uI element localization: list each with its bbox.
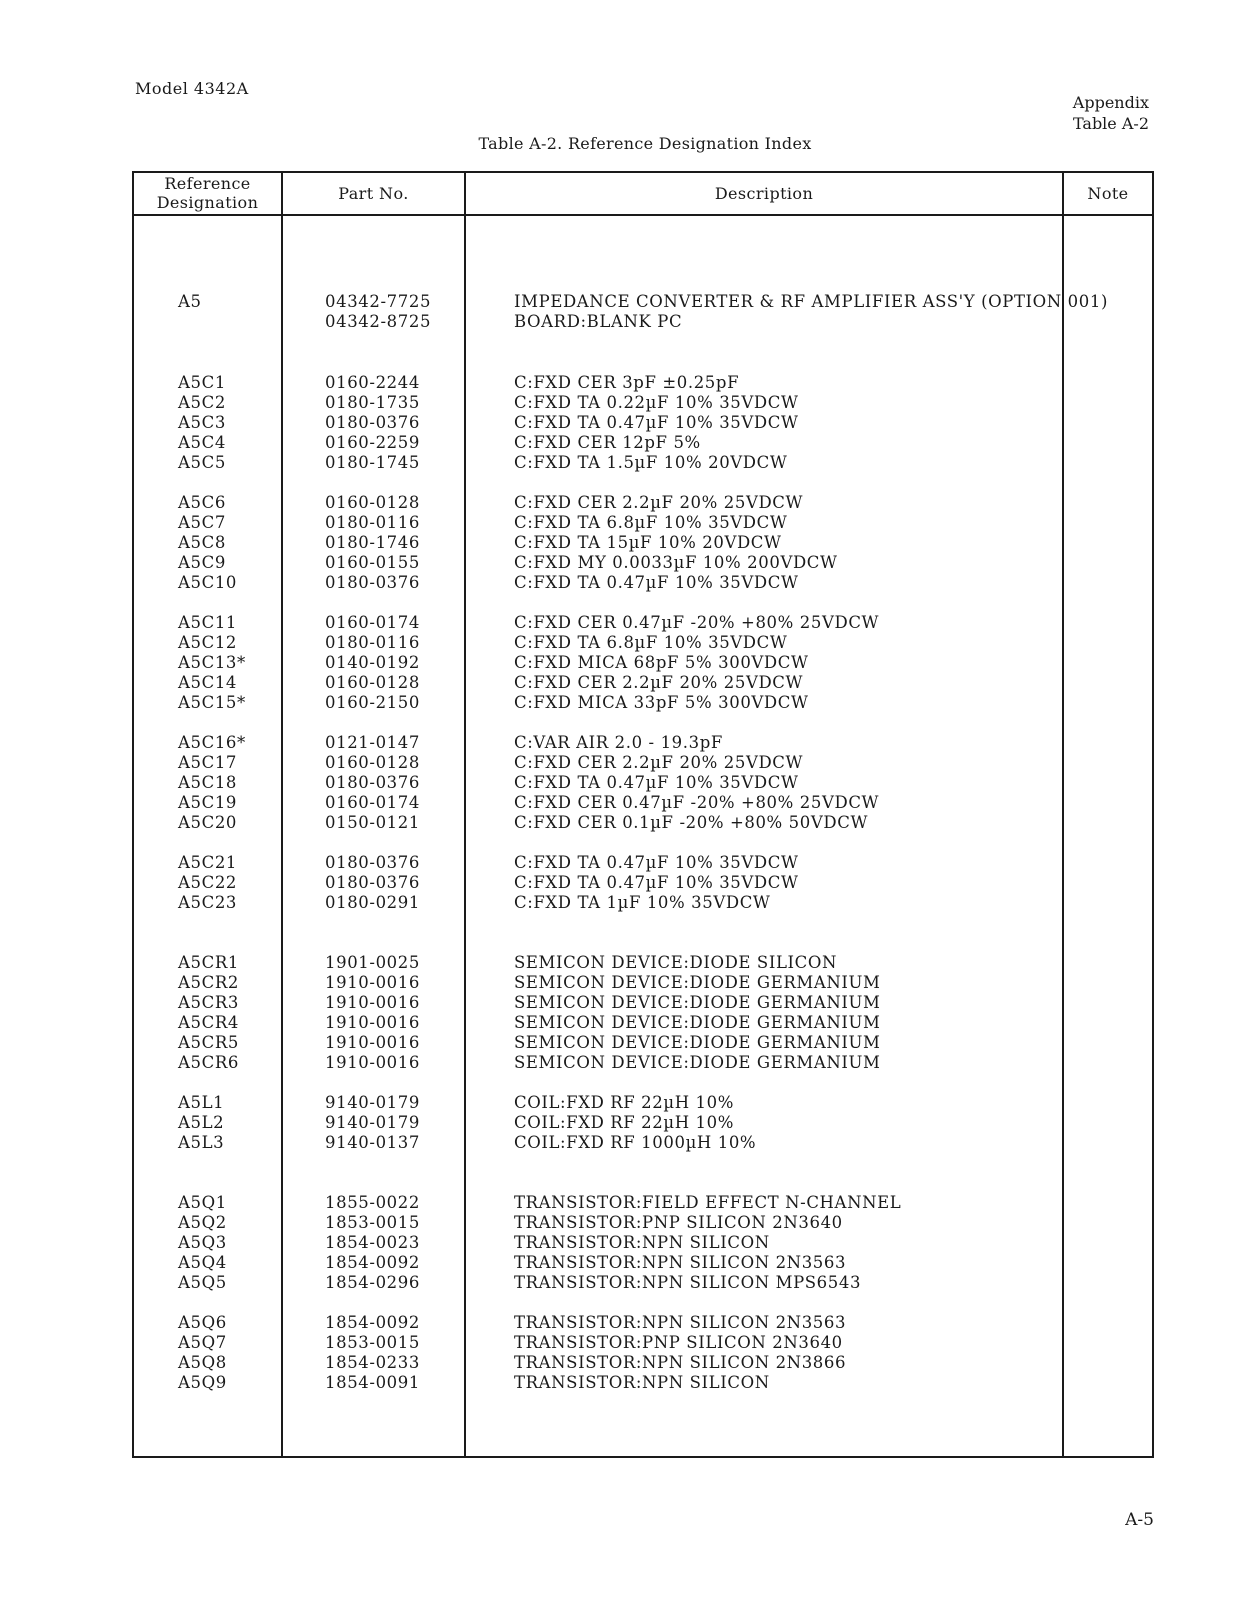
part-cell: 1854-0233 [325, 1353, 420, 1372]
ref-cell: A5 [178, 292, 202, 311]
part-cell: 0160-0128 [325, 753, 420, 772]
table-ref: Table A-2 [1072, 114, 1149, 133]
description-cell: COIL:FXD RF 1000µH 10% [514, 1133, 757, 1152]
ref-cell: A5C1 [178, 373, 226, 392]
header-reference-text: Reference Designation [156, 174, 259, 212]
description-cell: C:FXD TA 6.8µF 10% 35VDCW [514, 633, 788, 652]
description-cell: TRANSISTOR:NPN SILICON [514, 1373, 770, 1392]
description-cell: IMPEDANCE CONVERTER & RF AMPLIFIER ASS'Y (OPTION 001) [514, 292, 1109, 311]
part-cell: 1855-0022 [325, 1193, 420, 1212]
description-cell: TRANSISTOR:NPN SILICON 2N3563 [514, 1253, 847, 1272]
header-reference-designation [134, 172, 281, 214]
description-cell: TRANSISTOR:NPN SILICON [514, 1233, 770, 1252]
ref-cell: A5CR3 [178, 993, 239, 1012]
header-note-text: Note [1087, 183, 1129, 203]
header-note [1064, 172, 1152, 214]
part-cell: 0160-0128 [325, 673, 420, 692]
part-cell: 0160-0174 [325, 613, 420, 632]
ref-cell: A5C10 [178, 573, 238, 592]
description-cell: C:FXD CER 2.2µF 20% 25VDCW [514, 673, 804, 692]
part-cell: 0160-2150 [325, 693, 420, 712]
part-cell: 9140-0179 [325, 1113, 420, 1132]
description-cell: C:FXD TA 0.47µF 10% 35VDCW [514, 773, 799, 792]
part-cell: 0180-1735 [325, 393, 420, 412]
part-cell: 0180-0116 [325, 633, 420, 652]
appendix-title: Appendix [1072, 93, 1149, 112]
description-cell: SEMICON DEVICE:DIODE SILICON [514, 953, 838, 972]
part-cell: 0180-1745 [325, 453, 420, 472]
ref-cell: A5CR5 [178, 1033, 239, 1052]
part-cell: 9140-0137 [325, 1133, 420, 1152]
ref-cell: A5CR4 [178, 1013, 239, 1032]
description-cell: C:FXD TA 15µF 10% 20VDCW [514, 533, 782, 552]
ref-cell: A5Q8 [178, 1353, 227, 1372]
description-cell: C:FXD TA 0.22µF 10% 35VDCW [514, 393, 799, 412]
part-cell: 0160-0128 [325, 493, 420, 512]
part-cell: 1910-0016 [325, 1013, 420, 1032]
ref-cell: A5C19 [178, 793, 238, 812]
ref-cell: A5CR6 [178, 1053, 239, 1072]
description-cell: C:FXD TA 1.5µF 10% 20VDCW [514, 453, 788, 472]
part-cell: 9140-0179 [325, 1093, 420, 1112]
part-cell: 1853-0015 [325, 1213, 420, 1232]
ref-cell: A5Q4 [178, 1253, 227, 1272]
ref-cell: A5C4 [178, 433, 226, 452]
table-title: Table A-2. Reference Designation Index [478, 134, 812, 153]
ref-cell: A5C9 [178, 553, 226, 572]
description-cell: C:FXD TA 0.47µF 10% 35VDCW [514, 873, 799, 892]
description-cell: BOARD:BLANK PC [514, 312, 683, 331]
description-cell: C:FXD MICA 68pF 5% 300VDCW [514, 653, 809, 672]
model-label: Model 4342A [135, 79, 249, 98]
description-cell: C:FXD CER 2.2µF 20% 25VDCW [514, 753, 804, 772]
ref-cell: A5C17 [178, 753, 238, 772]
part-cell: 1910-0016 [325, 1053, 420, 1072]
description-cell: TRANSISTOR:NPN SILICON MPS6543 [514, 1273, 862, 1292]
part-cell: 1901-0025 [325, 953, 420, 972]
ref-cell: A5C20 [178, 813, 238, 832]
header-part-no [283, 172, 464, 214]
part-cell: 0180-0291 [325, 893, 420, 912]
ref-cell: A5Q3 [178, 1233, 227, 1252]
part-cell: 0160-2244 [325, 373, 420, 392]
description-cell: TRANSISTOR:NPN SILICON 2N3866 [514, 1353, 847, 1372]
part-cell: 0160-0155 [325, 553, 420, 572]
ref-cell: A5Q2 [178, 1213, 227, 1232]
ref-cell: A5C7 [178, 513, 226, 532]
description-cell: TRANSISTOR:PNP SILICON 2N3640 [514, 1213, 843, 1232]
part-cell: 04342-8725 [325, 312, 432, 331]
part-cell: 0180-0376 [325, 873, 420, 892]
column-divider-1 [281, 172, 283, 1457]
ref-cell: A5Q1 [178, 1193, 227, 1212]
description-cell: C:FXD MY 0.0033µF 10% 200VDCW [514, 553, 838, 572]
ref-cell: A5L2 [178, 1113, 225, 1132]
ref-cell: A5L3 [178, 1133, 225, 1152]
description-cell: COIL:FXD RF 22µH 10% [514, 1093, 734, 1112]
description-cell: SEMICON DEVICE:DIODE GERMANIUM [514, 1013, 881, 1032]
part-cell: 04342-7725 [325, 292, 432, 311]
part-cell: 1853-0015 [325, 1333, 420, 1352]
part-cell: 0160-0174 [325, 793, 420, 812]
description-cell: TRANSISTOR:FIELD EFFECT N-CHANNEL [514, 1193, 902, 1212]
part-cell: 1910-0016 [325, 973, 420, 992]
part-cell: 0180-0376 [325, 573, 420, 592]
ref-cell: A5C18 [178, 773, 238, 792]
ref-cell: A5Q6 [178, 1313, 227, 1332]
description-cell: TRANSISTOR:NPN SILICON 2N3563 [514, 1313, 847, 1332]
part-cell: 0180-0376 [325, 853, 420, 872]
description-cell: TRANSISTOR:PNP SILICON 2N3640 [514, 1333, 843, 1352]
description-cell: SEMICON DEVICE:DIODE GERMANIUM [514, 1053, 881, 1072]
ref-cell: A5C21 [178, 853, 238, 872]
ref-cell: A5C11 [178, 613, 238, 632]
page-number: A-5 [1125, 1510, 1154, 1530]
appendix-label [1073, 92, 1149, 134]
description-cell: C:FXD CER 0.47µF -20% +80% 25VDCW [514, 613, 880, 632]
description-cell: C:VAR AIR 2.0 - 19.3pF [514, 733, 723, 752]
part-cell: 0180-0116 [325, 513, 420, 532]
ref-cell: A5CR1 [178, 953, 239, 972]
ref-cell: A5C3 [178, 413, 226, 432]
ref-cell: A5Q9 [178, 1373, 227, 1392]
part-cell: 0140-0192 [325, 653, 420, 672]
ref-cell: A5C15* [178, 693, 246, 712]
column-divider-3 [1062, 172, 1064, 1457]
header-description-text: Description [714, 183, 814, 203]
description-cell: C:FXD TA 0.47µF 10% 35VDCW [514, 853, 799, 872]
part-cell: 1854-0296 [325, 1273, 420, 1292]
description-cell: C:FXD TA 6.8µF 10% 35VDCW [514, 513, 788, 532]
part-cell: 1854-0092 [325, 1313, 420, 1332]
ref-cell: A5C22 [178, 873, 238, 892]
description-cell: SEMICON DEVICE:DIODE GERMANIUM [514, 993, 881, 1012]
ref-cell: A5C13* [178, 653, 246, 672]
ref-cell: A5C16* [178, 733, 246, 752]
ref-cell: A5C14 [178, 673, 238, 692]
part-cell: 1910-0016 [325, 1033, 420, 1052]
part-cell: 0160-2259 [325, 433, 420, 452]
ref-cell: A5C6 [178, 493, 226, 512]
description-cell: SEMICON DEVICE:DIODE GERMANIUM [514, 1033, 881, 1052]
part-cell: 0121-0147 [325, 733, 420, 752]
header-description [466, 172, 1062, 214]
ref-cell: A5CR2 [178, 973, 239, 992]
part-cell: 0180-1746 [325, 533, 420, 552]
part-cell: 1854-0092 [325, 1253, 420, 1272]
header-divider [132, 214, 1154, 216]
ref-cell: A5C8 [178, 533, 226, 552]
description-cell: SEMICON DEVICE:DIODE GERMANIUM [514, 973, 881, 992]
ref-cell: A5Q5 [178, 1273, 227, 1292]
description-cell: C:FXD CER 0.1µF -20% +80% 50VDCW [514, 813, 869, 832]
header-part-text: Part No. [338, 183, 409, 203]
ref-cell: A5C5 [178, 453, 226, 472]
part-cell: 0180-0376 [325, 773, 420, 792]
description-cell: C:FXD MICA 33pF 5% 300VDCW [514, 693, 809, 712]
ref-cell: A5L1 [178, 1093, 225, 1112]
ref-cell: A5C12 [178, 633, 238, 652]
description-cell: C:FXD TA 0.47µF 10% 35VDCW [514, 413, 799, 432]
description-cell: C:FXD CER 3pF ±0.25pF [514, 373, 740, 392]
description-cell: C:FXD TA 0.47µF 10% 35VDCW [514, 573, 799, 592]
description-cell: C:FXD CER 0.47µF -20% +80% 25VDCW [514, 793, 880, 812]
description-cell: C:FXD TA 1µF 10% 35VDCW [514, 893, 771, 912]
description-cell: C:FXD CER 2.2µF 20% 25VDCW [514, 493, 804, 512]
part-cell: 1854-0091 [325, 1373, 420, 1392]
part-cell: 0180-0376 [325, 413, 420, 432]
part-cell: 0150-0121 [325, 813, 420, 832]
ref-cell: A5C2 [178, 393, 226, 412]
part-cell: 1854-0023 [325, 1233, 420, 1252]
ref-cell: A5C23 [178, 893, 238, 912]
column-divider-2 [464, 172, 466, 1457]
description-cell: C:FXD CER 12pF 5% [514, 433, 701, 452]
description-cell: COIL:FXD RF 22µH 10% [514, 1113, 734, 1132]
ref-cell: A5Q7 [178, 1333, 227, 1352]
part-cell: 1910-0016 [325, 993, 420, 1012]
